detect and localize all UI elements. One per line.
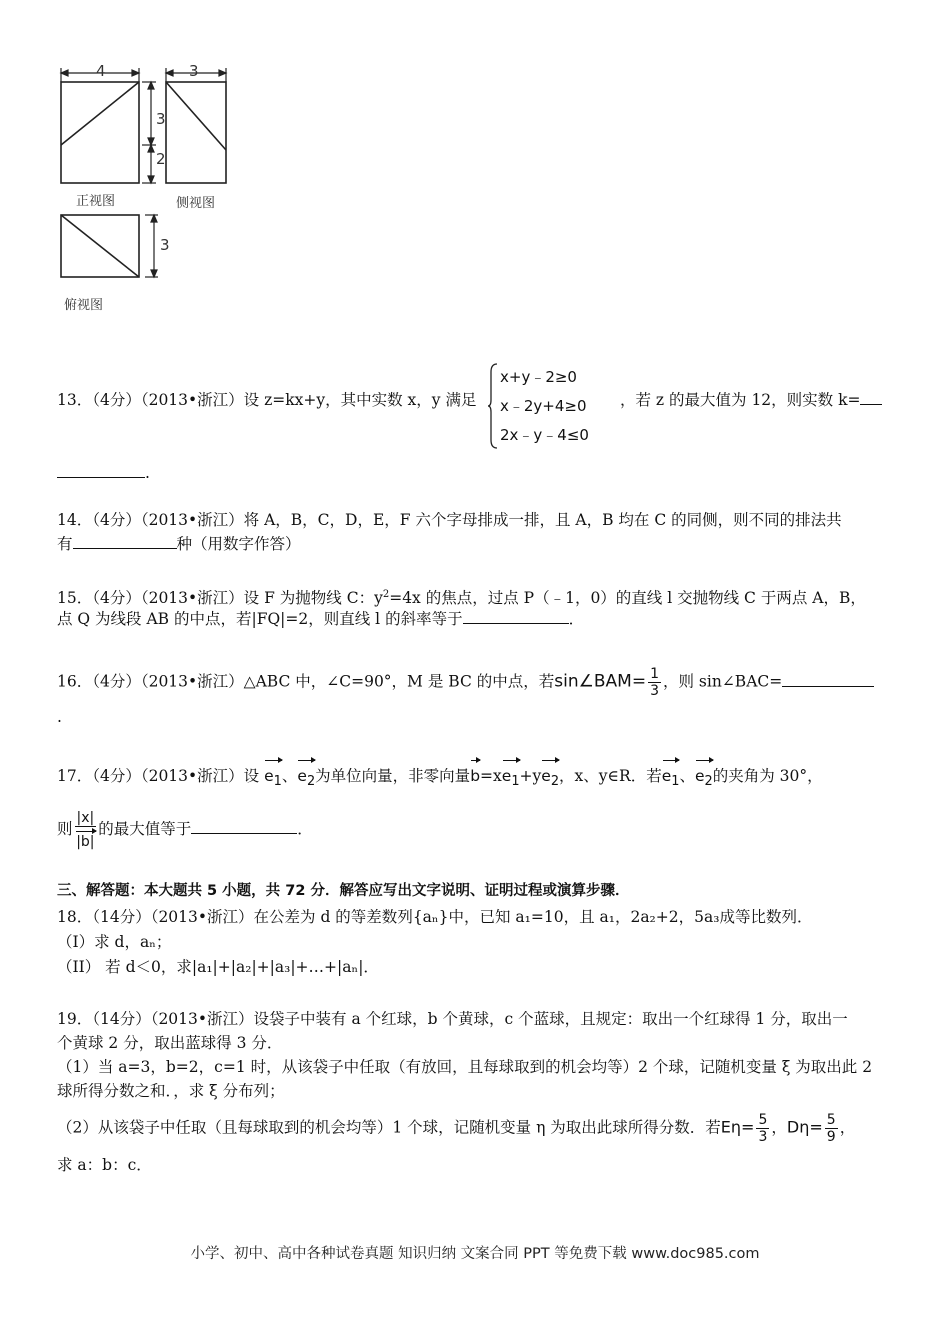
q13-answer-blank[interactable]	[860, 390, 882, 405]
q17-fraction: $\frac{|x|}{|b|}$	[76, 810, 95, 850]
top-height-label: 3	[160, 236, 170, 254]
q19-e-fraction: $\frac{5}{3}$	[758, 1112, 768, 1145]
question-18-line3: （II） 若 d＜0，求|a₁|+|a₂|+|a₃|+…+|aₙ|．	[57, 958, 379, 976]
side-view-diagonal	[166, 82, 226, 150]
q19-d-fraction: $\frac{5}{9}$	[826, 1112, 836, 1145]
question-18-line2: （I）求 d，aₙ；	[57, 933, 172, 951]
question-13	[57, 389, 477, 411]
vector-e2: $e_2$	[297, 756, 315, 793]
q16-answer-blank[interactable]	[782, 672, 874, 687]
vector-e2-c: $e_2$	[695, 756, 713, 793]
question-18-line1: 18．（14分）（2013•浙江）在公差为 d 的等差数列{aₙ}中，已知 a₁=10，且 a₁，2a₂+2，5a₃成等比数列．	[57, 908, 813, 926]
q13-head: 13．（4分）（2013•浙江）设 z=kx+y，其中实数 x，y 满足	[57, 391, 477, 409]
vector-e1: $e_1$	[264, 756, 282, 793]
q13-constraint-3: 2x﹣y﹣4≤0	[500, 426, 589, 444]
vector-b: b	[470, 756, 480, 787]
question-19-line3: （1）当 a=3，b=2，c=1 时，从该袋子中任取（有放回，且每球取到的机会均等）2 个球，记随机变量 ξ 为取出此 2	[57, 1058, 873, 1076]
question-19-line2: 个黄球 2 分，取出蓝球得 3 分．	[57, 1034, 283, 1052]
top-view-label: 俯视图	[64, 298, 104, 313]
side-view-label: 侧视图	[176, 196, 216, 211]
page-footer: 小学、初中、高中各种试卷真题 知识归纳 文案合同 PPT 等免费下载 www.doc985.com	[190, 1246, 760, 1262]
question-15-line2: 点 Q 为线段 AB 的中点，若|FQ|=2，则直线 l 的斜率等于 ．	[57, 610, 585, 628]
front-width-label: 4	[96, 62, 106, 80]
q14-answer-blank[interactable]	[73, 534, 177, 549]
q15-answer-blank[interactable]	[463, 609, 569, 624]
side-width-label: 3	[189, 62, 199, 80]
front-height-bottom-label: 2	[156, 150, 166, 168]
question-17-line1: 17．（4分）（2013•浙江）设 $e_1$、$e_2$为单位向量，非零向量$b=xe_1+ye_2$，x、y∈R．若$e_1$、$e_2$的夹角为 30°，	[57, 756, 823, 793]
vector-e2-b: $e_2$	[541, 756, 559, 793]
front-view-label: 正视图	[76, 194, 116, 209]
q13-constraint-1: x+y﹣2≥0	[500, 368, 577, 386]
front-view-rect	[61, 82, 139, 183]
question-17-line2: 则 $\frac{|x|}{|b|}$ 的最大值等于 ．	[57, 810, 313, 850]
front-view-diagonal	[61, 82, 139, 145]
question-19-line6: 求 a：b：c．	[57, 1156, 152, 1174]
question-19-line4: 球所得分数之和．，求 ξ 分布列；	[57, 1082, 285, 1100]
top-view-diagonal	[61, 215, 139, 277]
q16-fraction: $\frac{1}{3}$	[650, 666, 659, 699]
question-19-line5: （2）从该袋子中任取（且每球取到的机会均等）1 个球，记随机变量 η 为取出此球所得分数．若Eη= $\frac{5}{3}$ ，Dη= $\frac{5}{9}$ ，	[57, 1112, 856, 1145]
q13-line2: .	[57, 462, 150, 484]
q13-constraint-2: x﹣2y+4≥0	[500, 397, 587, 415]
question-19-line1: 19．（14分）（2013•浙江）设袋子中装有 a 个红球，b 个黄球，c 个蓝球，且规定：取出一个红球得 1 分，取出一	[57, 1010, 848, 1028]
q13-answer-blank-cont[interactable]	[57, 463, 145, 478]
q16-end: .	[57, 708, 62, 726]
side-view-rect	[166, 82, 226, 183]
q13-system-brace	[487, 362, 499, 450]
question-14-line2: 有 种（用数字作答）	[57, 535, 301, 553]
question-16: 16．（4分）（2013•浙江）△ABC 中，∠C=90°，M 是 BC 的中点，若sin∠BAM= $\frac{1}{3}$ ，则 sin∠BAC=	[57, 666, 874, 699]
vector-e1-c: $e_1$	[662, 756, 680, 793]
q13-tail: ，若 z 的最大值为 12，则实数 k=	[620, 389, 882, 411]
vector-e1-b: $e_1$	[502, 756, 520, 793]
question-15-line1: 15．（4分）（2013•浙江）设 F 为抛物线 C：$y^2=4x$ 的焦点，过点 P（﹣1，0）的直线 l 交抛物线 C 于两点 A，B，	[57, 589, 866, 608]
q17-answer-blank[interactable]	[191, 819, 297, 834]
question-14-line1: 14．（4分）（2013•浙江）将 A，B，C，D，E，F 六个字母排成一排，且 A，B 均在 C 的同侧，则不同的排法共	[57, 511, 842, 529]
section-3-heading: 三、解答题：本大题共 5 小题，共 72 分．解答应写出文字说明、证明过程或演算步骤．	[57, 883, 630, 899]
front-height-top-label: 3	[156, 110, 166, 128]
